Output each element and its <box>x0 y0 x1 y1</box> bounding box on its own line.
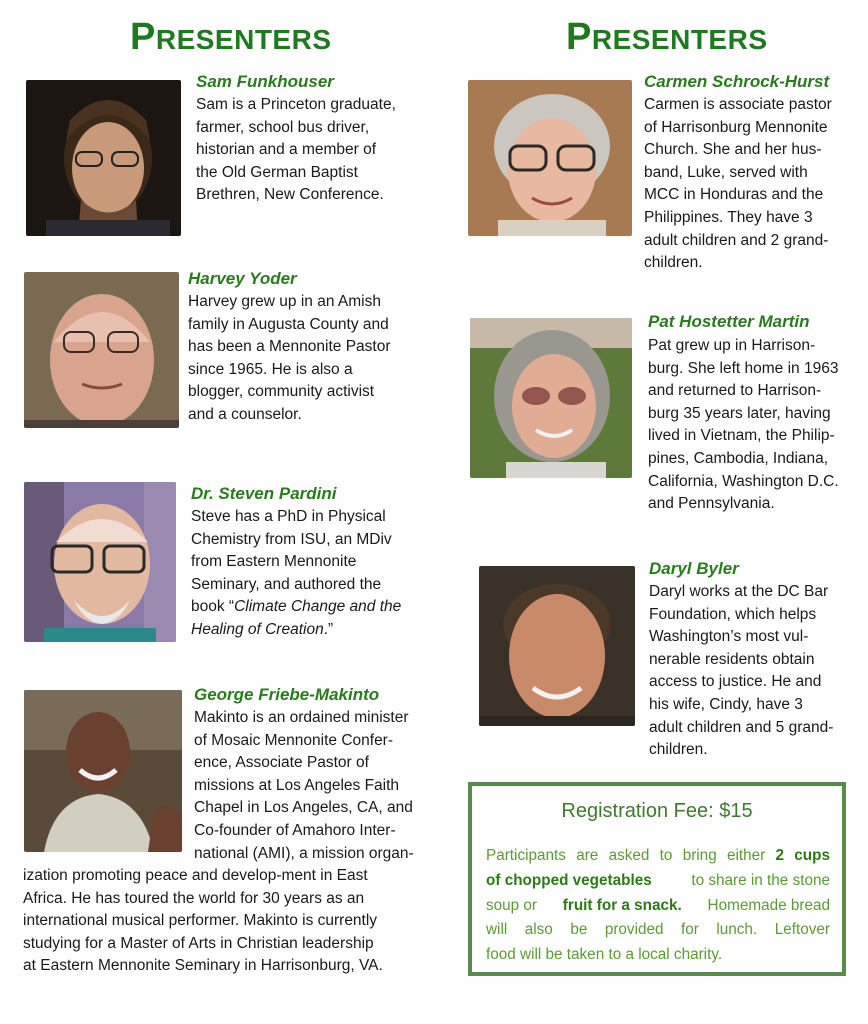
registration-title: Registration Fee: $15 <box>561 800 753 822</box>
carmen-schrock-hurst-photo <box>468 80 632 236</box>
presenter-name: Sam Funkhouser <box>196 72 334 91</box>
george-friebe-makinto-photo <box>24 690 182 852</box>
presenter-name: Pat Hostetter Martin <box>648 312 810 331</box>
presenter-bio: Makinto is an ordained minister of Mosaic Mennonite Confer- ence, Associate Pastor of missions at Los Angeles Faith Chapel in Los Angeles, CA, and Co-founder of Amahoro Inter- national (AMI), a mission organ- <box>194 709 414 862</box>
presenters-heading-right: PRESENTERS <box>566 16 768 58</box>
daryl-byler-photo <box>479 566 635 726</box>
presenter-bio: Harvey grew up in an Amish family in Augusta County and has been a Mennonite Pastor since 1965. He is also a blogger, community activist and a counselor. <box>188 293 391 423</box>
presenter-bio: Steve has a PhD in Physical Chemistry from ISU, an MDiv from Eastern Mennonite Seminary, and authored the book “Climate Change and the Healing of Creation.” <box>191 508 402 638</box>
presenter-name: Harvey Yoder <box>188 269 297 288</box>
steven-pardini-photo <box>24 482 176 642</box>
sam-funkhouser-photo <box>26 80 181 236</box>
presenter-name: Daryl Byler <box>649 559 739 578</box>
presenter-bio: Sam is a Princeton graduate, farmer, school bus driver, historian and a member of the Old German Baptist Brethren, New Conference. <box>196 96 396 204</box>
presenter-name: Dr. Steven Pardini <box>191 484 337 503</box>
harvey-yoder-photo <box>24 272 179 428</box>
presenter-bio: Daryl works at the DC Bar Foundation, which helps Washington’s most vul- nerable residents obtain access to justice. He and his wife, Cindy, have 3 adult children and 5 grand- children. <box>649 583 834 759</box>
presenter-name: Carmen Schrock-Hurst <box>644 72 830 91</box>
registration-box <box>468 782 846 976</box>
presenter-name: George Friebe-Makinto <box>194 685 380 704</box>
pat-hostetter-martin-photo <box>470 318 632 478</box>
presenter-bio: Pat grew up in Harrison- burg. She left home in 1963 and returned to Harrison- burg 35 years later, having lived in Vietnam, the Philip- pines, Cambodia, Indiana, California, Washington D.C. and Pennsylvania. <box>648 337 839 513</box>
presenter-bio-continued: ization promoting peace and develop-ment in East Africa. He has toured the world for 30 years as an international musical performer. Makinto is currently studying for a Master of Arts in Christian leadership at Eastern Mennonite Seminary in Harrisonburg, VA. <box>23 867 383 975</box>
registration-text: Participants are asked to bring either 2 cups of chopped vegetables to share in the stone soup or fruit for a snack. Homemade bread will also be provided for lunch. Leftover food will be taken to a local charity. <box>486 847 830 964</box>
presenters-heading-left: PRESENTERS <box>130 16 332 58</box>
presenter-bio: Carmen is associate pastor of Harrisonburg Mennonite Church. She and her hus- band, Luke, served with MCC in Honduras and the Philippines. They have 3 adult children and 2 grand- children. <box>644 96 832 272</box>
